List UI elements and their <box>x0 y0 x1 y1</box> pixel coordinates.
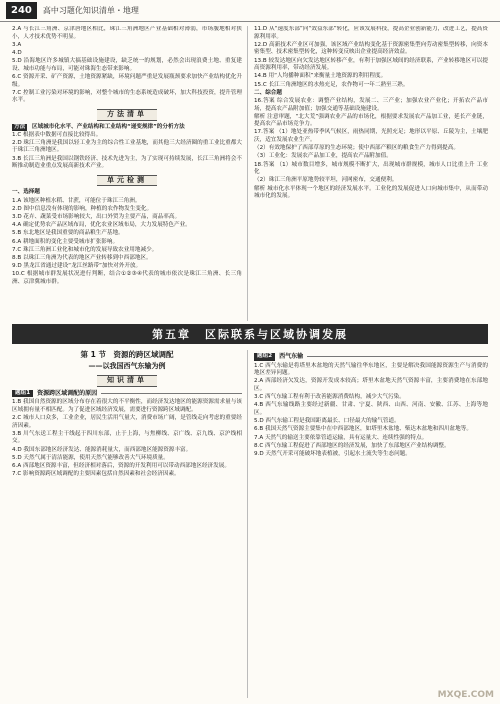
topic-line: 1.B 我国自然资源的区域分布存在着很大的不平衡性，而经济发达地区的能源资源需求量与该区域拥有量不相匹配。为了促进区域经济发展，需要进行资源跨区域调配。 <box>12 399 242 413</box>
topic-line: 2.C 城市人口众多，工业企业，居民生活用气量大，消费市场广阔，是管线走向考虑的重要经济因素。 <box>12 414 242 429</box>
left-lower-column <box>12 350 242 698</box>
left-upper-column <box>12 26 242 321</box>
answer-line: （2）有效地保护了西部草原的生态环境；使中西部产粮区的粮食生产力得到提高。 <box>254 145 459 152</box>
section-label: 二、综合题 <box>254 89 282 96</box>
topic-title: 资源跨区域调配的原因 <box>37 389 98 397</box>
quiz-line: 6.A 耕地面积的变化主要受城市扩张影响。 <box>12 238 119 245</box>
column-divider <box>247 26 248 321</box>
page-header <box>0 0 500 22</box>
topic-number: 题组2 <box>254 353 275 361</box>
topic-line: 5.D 西气东输工程是我国距离最长、口径最大的输气管道。 <box>254 418 400 425</box>
answer-line: 18.答案 （1）城市数目增多，城市规模不断扩大，出现城市群规模，城市人口比重上升 工业化 <box>254 161 488 176</box>
lesson-subtitle: ——以我国西气东输为例 <box>88 362 166 370</box>
quiz-line: 10.C 根据城市群发展状况进行判断，结合①②③④代表的城市依次是珠江三角洲、长三角洲、京津冀城市群。 <box>12 271 242 285</box>
topic-rule <box>307 356 488 357</box>
answer-line: 11.D 从“速度东部”向“效益东部”转化，应该发展科技，提高企业创新能力，改进工艺，提高资源利用率。 <box>254 26 488 40</box>
topic-line: 3.B 川气东送工程主干线起于四川东部，止于上海，与焦柳线、京广线、京九线、京沪线相交。 <box>12 430 242 445</box>
method-title: 方法 区域城市化水平、产业结构和工业结构“递变规律”的分析方法 <box>14 123 185 130</box>
quiz-line: 9.D 黑龙江省通过建设“龙江丝路带”加快对外开放。 <box>12 263 142 270</box>
lesson-title: 第 1 节 资源的跨区域调配 <box>80 350 174 359</box>
topic-line: 8.C 西气东输工程促进了西部地区的经济发展，加快了东部地区产业结构调整。 <box>254 442 450 449</box>
right-lower-column <box>254 350 488 698</box>
chapter-banner <box>12 324 488 344</box>
answer-line: 13.B 较发达地区向欠发达地区转移产业，有利于加强区域间的经济联系，产业转移地区可以提高资源利用率，带动经济发展。 <box>254 57 488 72</box>
right-upper-column <box>254 26 488 321</box>
method-line: 2.D 珠江三角洲是我国以轻工业为主的综合性工业基地，而其他三大经济圈的重工业比重都大于珠江三角洲地区。 <box>12 139 242 154</box>
quiz-line: 8.B 以珠江三角洲为代表的地区产业转移到中西部地区。 <box>12 254 152 261</box>
answer-line: 解析 城市化水平体现一个地区的经济发展水平。工业化的发展促进人口向城市集中，从而带动城市化的发展。 <box>254 185 488 200</box>
answer-line: （3）工业化：发展农产品加工业，提高农产品附加值。 <box>254 153 392 160</box>
watermark: MXQE.COM <box>437 690 494 700</box>
column-divider <box>247 350 248 698</box>
page-number: 240 <box>6 2 37 19</box>
topic-line: 7.A 天然气的输送主要依靠管道运输，具有运量大、连续性强的特点。 <box>254 434 428 441</box>
answer-line: 解析 注意审题，“北大荒”强调农业产品的市场化，根据要求发展农产品加工业，延长产业链，提高农产品市场竞争力。 <box>254 113 488 128</box>
topic-number: 题组1 <box>12 390 33 398</box>
quiz-line: 5.B 东北地区是我国重要的商品粮生产基地。 <box>12 230 124 237</box>
topic-rule <box>101 393 242 394</box>
topic-line: 2.A 西部经济欠发达，资源开发成本较高；塔里木盆地天然气资源丰富，主要消费地在东部地区。 <box>254 378 488 392</box>
chapter-title: 区际联系与区域协调发展 <box>205 328 348 341</box>
topic-line: 5.D 天然气属于清洁能源，使用天然气能够改善大气环境质量。 <box>12 454 169 461</box>
topic-line: 9.D 天然气开采可能破坏地表植被，引起水土流失等生态问题。 <box>254 450 411 457</box>
topic-line: 4.B 西气东输线路主要经过新疆、甘肃、宁夏、陕西、山西、河南、安徽、江苏、上海等地区。 <box>254 402 488 416</box>
answer-line: 14.B 用“人均播种面积”来衡量土地资源的利用程度。 <box>254 73 387 80</box>
quiz-line: 1.A 该地区种植水稻、甘蔗，可能位于珠江三角洲。 <box>12 197 141 204</box>
quiz-line: 2.D 图中信息没有体现的影响，种植的农作物发生变化。 <box>12 205 153 212</box>
chapter-number: 第五章 <box>152 328 191 341</box>
quiz-line: 4.A 确定优势农产品区域布局，优化农业区域布局，大力发展特色产业。 <box>12 222 191 229</box>
answer-line: 5.D 沿海地区许多城镇大搞基础设施建设，缺乏统一的规划，必然会出现浪费土地、重复建设、城市功能与布局，可能对珠海生态带来影响。 <box>12 58 242 72</box>
quiz-line: 7.C 珠江三角洲工业化和城市化的发展导致农业用地减少。 <box>12 246 158 253</box>
topic-line: 6.B 我国天然气资源主要集中在中西部地区，如塔里木盆地、柴达木盆地和四川盆地等。 <box>254 426 472 433</box>
answer-line: 16.答案 综合发展农业：调整产业结构，发展二、三产业；加强农业产业化；开拓农产品市场，提高农产品附加值；加强交通等基础设施建设。 <box>254 97 488 112</box>
unit-test-heading: 单元检测 <box>12 175 242 187</box>
answer-line: 4.D <box>12 49 22 56</box>
answer-line: 15.C 长江三角洲地区的水热充足，农作物可一年二熟至三熟。 <box>254 81 409 88</box>
answer-line: （2）珠江三角洲平原地势较平坦，河网密布，交通便利。 <box>254 177 398 184</box>
answer-line: 2.A 与长江三角洲、京津唐地区相比，珠江三角洲地区产业基础相对薄弱，市场腹地相对狭小，人才技术优势不明显。 <box>12 26 242 40</box>
topic-line: 3.C 西气东输工程有利于改善能源消费结构，减少大气污染。 <box>254 394 405 401</box>
topic-line: 1.C 西气东输是将塔里木盆地的天然气输往华东地区，主要是解决我国能源资源生产与消费的地区差异问题。 <box>254 362 488 377</box>
topic-line: 7.C 影响资源跨区域调配的主要因素包括自然因素和社会经济因素。 <box>12 471 180 478</box>
method-section-heading: 方法清单 <box>12 109 242 121</box>
method-line: 1.C 根据表中数据可直接比较得出。 <box>12 131 102 138</box>
section-label: 一、选择题 <box>12 189 40 196</box>
topic-heading <box>12 390 242 398</box>
answer-line: 6.C 资源开采、矿产资源，土地资源紧缺，环境问题严重是发展瓶颈要求加快产业结构优化升级。 <box>12 73 242 88</box>
book-title: 高中习题化知识清单・地理 <box>42 6 139 15</box>
topic-line: 4.D 我国东部地区经济发达、能源消耗量大，而西部地区能源资源丰富。 <box>12 446 192 453</box>
topic-heading <box>254 353 488 361</box>
answer-line: 17.答案 （1）地处亚热带季风气候区，雨热同期，光照充足；地形以平原、丘陵为主，土壤肥沃，适宜发展农业生产。 <box>254 129 488 144</box>
answer-line: 12.D 高新技术产业区可加强，该区域产业结构变化基于资源密集型向劳动密集型转移，向资本密集型、技术密集型转化，这种转变反映出企业提高经济效益。 <box>254 41 488 56</box>
answer-line: 7.C 控制工业污染对环境的影响，对整个城市的生态系统造成破坏，加大科技投资，提升管理水平。 <box>12 89 242 104</box>
topic-line: 6.A 西部地区资源丰富，但经济相对落后，资源的开发利用可以带动西部地区经济发展。 <box>12 462 230 469</box>
method-tag: 方法 <box>14 123 26 130</box>
answer-line: 3.A <box>12 41 22 48</box>
method-line: 3.B 长江三角洲是我国以钢铁经济、技术先进为主，为了实现可持续发展，长江三角洲将会不断推动制造业重点发展高新技术产业。 <box>12 155 242 170</box>
knowledge-list-heading: 知识清单 <box>12 375 242 387</box>
quiz-line: 3.D 花卉、蔬菜受市场影响较大，出口外贸为主要产品，商品率高。 <box>12 214 181 220</box>
topic-title: 西气东输 <box>279 353 304 360</box>
